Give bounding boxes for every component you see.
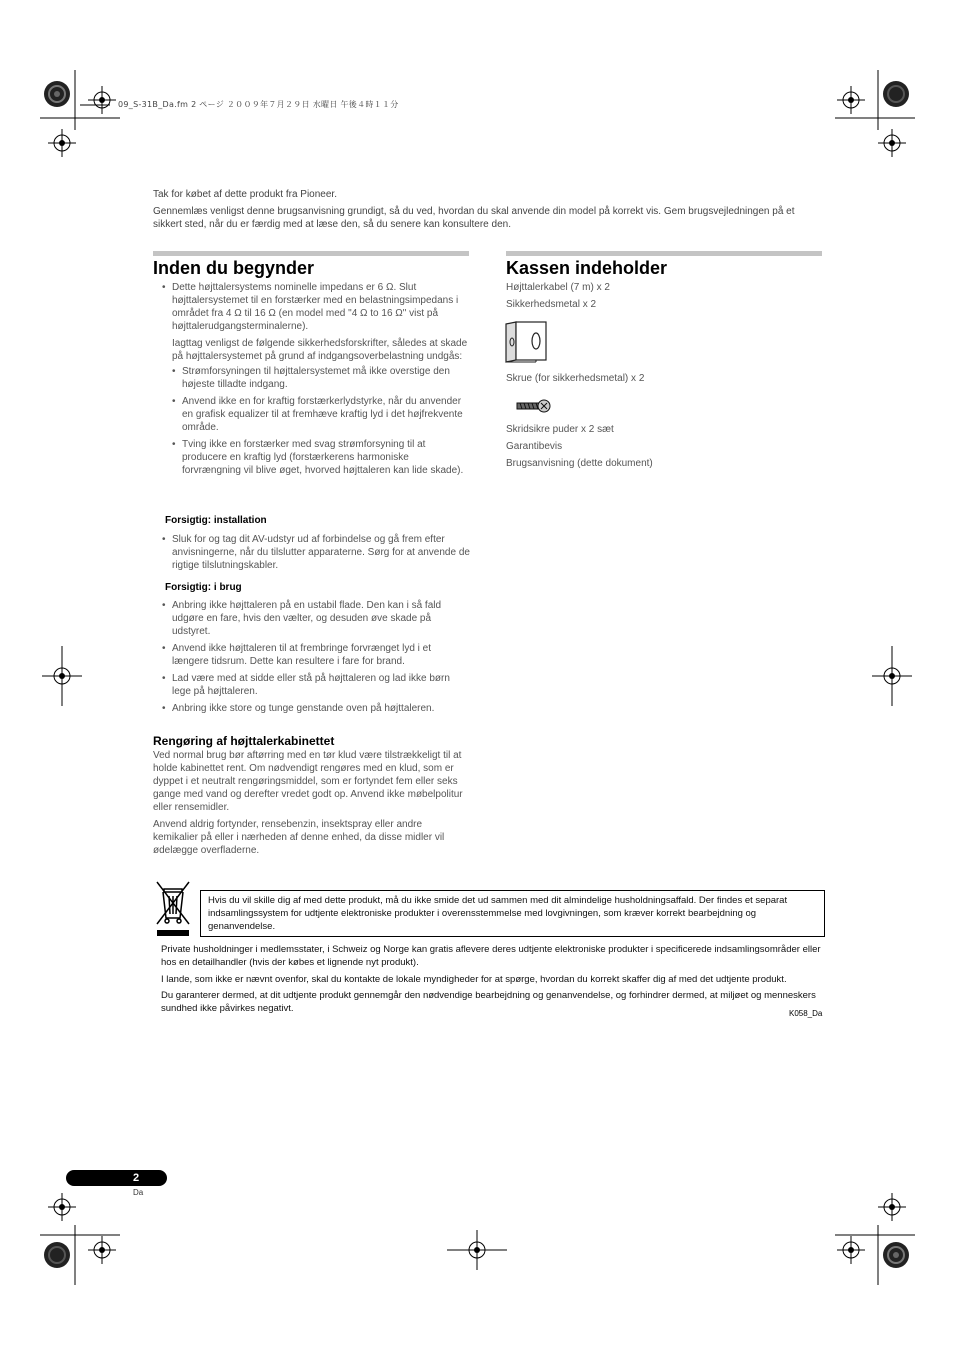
recycling-para-2: I lande, som ikke er nævnt ovenfor, skal du kontakte de lokale myndigheder for at spørge, hvordan du korrekt skaffer dig af med det udtjente produkt. bbox=[161, 974, 787, 985]
safety-note: Iagttag venligst de følgende sikkerhedsforskrifter, således at skade på højttalersystemet på grund af indgangsoverbelastning undgås: bbox=[172, 338, 468, 362]
cleaning-text-1: Ved normal brug bør aftørring med en tør klud være tilstrækkeligt til at holde kabinettet rent. Om nødvendigt rengøres med en klud, som er dyppet i et neutralt rengøringsmiddel, som er fortyndet fem eller seks gange med vand og derefter vredet godt op. Anvend ikke møbelpolitur eller rensemidler. bbox=[153, 750, 463, 813]
content-item: Sikkerhedsmetal x 2 bbox=[506, 299, 597, 310]
recycling-box-text: Hvis du vil skille dig af med dette produkt, må du ikke smide det ud sammen med dit almindelige husholdningsaffald. Der findes et separat indsamlingssystem for udtjente elektroniske produkter i overensstemmelse med lovgivningen, som kræver korrekt bearbejdning og genanvendelse. bbox=[208, 895, 788, 932]
safety-sub-item: • Anvend ikke en for kraftig forstærkerlydstyrke, når du anvender en grafisk equalizer til at fremhæve kraftig lyd i det højfrekvente område. bbox=[172, 395, 470, 434]
use-item: • Lad være med at sidde eller stå på højttaleren og lad ikke børn lege på højttaleren. bbox=[162, 672, 470, 698]
page-number: 2 bbox=[133, 1172, 140, 1184]
install-list bbox=[162, 533, 470, 572]
cleaning-heading: Rengøring af højttalerkabinettet bbox=[153, 734, 335, 748]
install-heading: Forsigtig: installation bbox=[165, 515, 267, 526]
impedance-text: Dette højttalersystems nominelle impedans er 6 Ω. Slut højttalersystemet til en forstærker med en belastningsimpedans i området fra 4 Ω til 16 Ω (en model med "4 Ω to 16 Ω" vist på højttalerudgangsterminalerne). bbox=[172, 282, 459, 332]
cleaning-text-2: Anvend aldrig fortynder, rensebenzin, insektspray eller andre kemikalier på eller i nærheden af denne enhed, da disse midler vil ødelægge overfladerne. bbox=[153, 819, 445, 856]
section-title-box-contents: Kassen indeholder bbox=[506, 258, 668, 278]
section-bar-left bbox=[153, 251, 469, 256]
use-item: • Anvend ikke højttaleren til at frembringe forvrænget lyd i et længere tidsrum. Dette kan resultere i fare for brand. bbox=[162, 642, 470, 668]
safety-bracket-illustration bbox=[504, 320, 548, 364]
intro-guidance: Gennemlæs venligst denne brugsanvisning grundigt, så du ved, hvordan du skal anvende din model på korrekt vis. Gem brugsvejledningen på et sikkert sted, når du er færdig med at læse den, så du senere kan konsultere den. bbox=[153, 206, 795, 230]
impedance-list bbox=[162, 281, 470, 363]
install-item: • Sluk for og tag dit AV-udstyr ud af forbindelse og gå frem efter anvisningerne, når du tilslutter apparaterne. Sørg for at anvende de rigtige tilslutningskabler. bbox=[162, 533, 470, 572]
weee-bin-icon bbox=[153, 880, 193, 938]
screw-illustration bbox=[516, 398, 552, 414]
recycling-box bbox=[200, 890, 825, 937]
impedance-section bbox=[162, 281, 470, 481]
file-header: 09_S-31B_Da.fm 2 ページ ２００９年７月２９日 水曜日 午後４時１１分 bbox=[118, 100, 399, 109]
content-item: Skridsikre puder x 2 sæt bbox=[506, 424, 614, 435]
recycling-code: K058_Da bbox=[789, 1009, 823, 1018]
install-section bbox=[162, 533, 470, 576]
content-item: Garantibevis bbox=[506, 441, 563, 452]
use-item: • Anbring ikke højttaleren på en ustabil flade. Den kan i så fald udgøre en fare, hvis den vælter, og desuden øve skade på udstyret. bbox=[162, 599, 470, 638]
page-number-tab bbox=[66, 1170, 167, 1186]
page-language: Da bbox=[133, 1188, 144, 1197]
content-item: Brugsanvisning (dette dokument) bbox=[506, 458, 653, 469]
use-section bbox=[162, 599, 470, 719]
content-item: Skrue (for sikkerhedsmetal) x 2 bbox=[506, 373, 645, 384]
section-title-before-start: Inden du begynder bbox=[153, 258, 315, 278]
use-heading: Forsigtig: i brug bbox=[165, 582, 242, 593]
safety-sub-item: • Tving ikke en forstærker med svag strømforsyning til at producere en kraftig lyd (forstærkerens harmoniske forvrængning vil blive øget, hvorved højttaleren kan lide skade). bbox=[172, 438, 470, 477]
recycling-para-3: Du garanterer dermed, at dit udtjente produkt gennemgår den nødvendige bearbejdning og genanvendelse, og forhindrer dermed, at miljøet og menneskers sundhed ikke påvirkes negativt. bbox=[161, 990, 816, 1014]
use-list bbox=[162, 599, 470, 715]
content-item: Højttalerkabel (7 m) x 2 bbox=[506, 282, 610, 293]
safety-sub-item: • Strømforsyningen til højttalersystemet må ikke overstige den højeste tilladte indgang. bbox=[172, 365, 470, 391]
safety-sub-list bbox=[172, 365, 470, 477]
impedance-bullet bbox=[162, 281, 470, 363]
use-item: • Anbring ikke store og tunge genstande oven på højttaleren. bbox=[162, 702, 470, 715]
section-bar-right bbox=[506, 251, 822, 256]
intro-thanks: Tak for købet af dette produkt fra Pioneer. bbox=[153, 189, 337, 200]
recycling-para-1: Private husholdninger i medlemsstater, i Schweiz og Norge kan gratis aflevere deres udtjente elektroniske produkter i specificerede indsamlingsområder eller hos en detailhandler (hvis der købes et lignende nyt produkt). bbox=[161, 944, 821, 968]
